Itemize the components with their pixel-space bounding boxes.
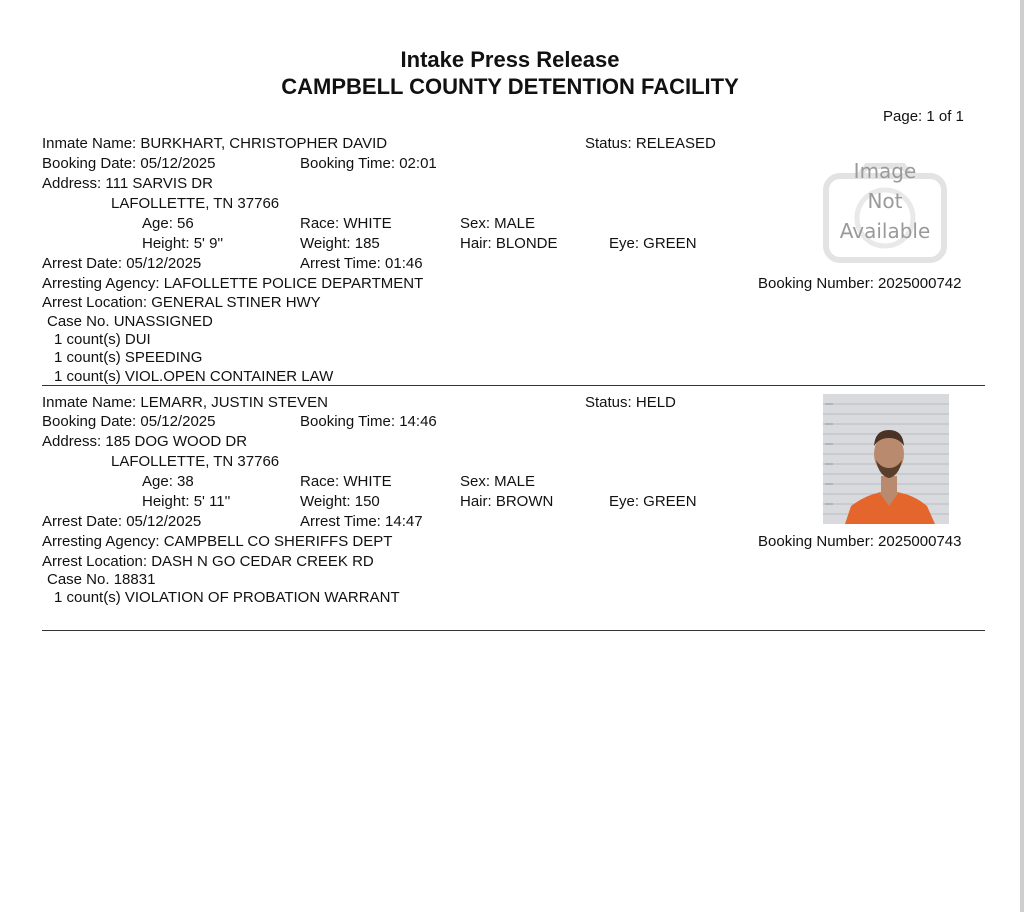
- arrest-time: Arrest Time: 01:46: [300, 255, 423, 272]
- eye: Eye: GREEN: [609, 235, 697, 252]
- hair: Hair: BLONDE: [460, 235, 558, 252]
- height: Height: 5' 9'': [142, 235, 224, 252]
- document-title: Intake Press Release: [400, 47, 620, 72]
- case-number: Case No. UNASSIGNED: [47, 313, 213, 330]
- arrest-date: Arrest Date: 05/12/2025: [42, 513, 202, 530]
- inmate-name: Inmate Name: LEMARR, JUSTIN STEVEN: [42, 394, 328, 411]
- charge-item: 1 count(s) SPEEDING: [54, 349, 203, 366]
- height: Height: 5' 11'': [142, 493, 231, 510]
- address-line2: LAFOLLETTE, TN 37766: [111, 453, 280, 470]
- arrest-location: Arrest Location: DASH N GO CEDAR CREEK RD: [42, 553, 374, 570]
- placeholder-text: Not: [867, 189, 903, 213]
- charge-item: 1 count(s) VIOL.OPEN CONTAINER LAW: [54, 368, 334, 385]
- page-edge: [1020, 0, 1024, 912]
- arresting-agency: Arresting Agency: LAFOLLETTE POLICE DEPARTMENT: [42, 275, 424, 292]
- booking-number: Booking Number: 2025000742: [758, 275, 962, 292]
- booking-time: Booking Time: 02:01: [300, 155, 437, 172]
- booking-date: Booking Date: 05/12/2025: [42, 413, 216, 430]
- arresting-agency: Arresting Agency: CAMPBELL CO SHERIFFS DEPT: [42, 533, 393, 550]
- booking-date: Booking Date: 05/12/2025: [42, 155, 216, 172]
- booking-number: Booking Number: 2025000743: [758, 533, 962, 550]
- sex: Sex: MALE: [460, 473, 536, 490]
- arrest-location: Arrest Location: GENERAL STINER HWY: [42, 294, 321, 311]
- address-line1: Address: 185 DOG WOOD DR: [42, 433, 248, 450]
- booking-time: Booking Time: 14:46: [300, 413, 437, 430]
- page-number: Page: 1 of 1: [883, 108, 964, 125]
- eye: Eye: GREEN: [609, 493, 697, 510]
- charge-item: 1 count(s) VIOLATION OF PROBATION WARRANT: [54, 589, 400, 606]
- hair: Hair: BROWN: [460, 493, 554, 510]
- mugshot-image: [823, 394, 949, 524]
- inmate-status: Status: HELD: [585, 394, 676, 411]
- age: Age: 56: [142, 215, 194, 232]
- charge-item: 1 count(s) DUI: [54, 331, 151, 348]
- image-not-available-placeholder: [823, 159, 947, 264]
- address-line2: LAFOLLETTE, TN 37766: [111, 195, 280, 212]
- arrest-time: Arrest Time: 14:47: [300, 513, 423, 530]
- weight: Weight: 150: [300, 493, 380, 510]
- inmate-status: Status: RELEASED: [585, 135, 716, 152]
- mugshot-photo: [823, 394, 949, 524]
- age: Age: 38: [142, 473, 194, 490]
- record-divider: [42, 630, 985, 631]
- inmate-name: Inmate Name: BURKHART, CHRISTOPHER DAVID: [42, 135, 388, 152]
- race: Race: WHITE: [300, 215, 392, 232]
- record-divider: [42, 385, 985, 386]
- weight: Weight: 185: [300, 235, 380, 252]
- race: Race: WHITE: [300, 473, 392, 490]
- sex: Sex: MALE: [460, 215, 536, 232]
- arrest-date: Arrest Date: 05/12/2025: [42, 255, 202, 272]
- placeholder-text: Image: [853, 159, 917, 183]
- case-number: Case No. 18831: [47, 571, 156, 588]
- facility-name: CAMPBELL COUNTY DETENTION FACILITY: [281, 74, 739, 99]
- address-line1: Address: 111 SARVIS DR: [42, 175, 213, 192]
- placeholder-text: Available: [839, 219, 931, 243]
